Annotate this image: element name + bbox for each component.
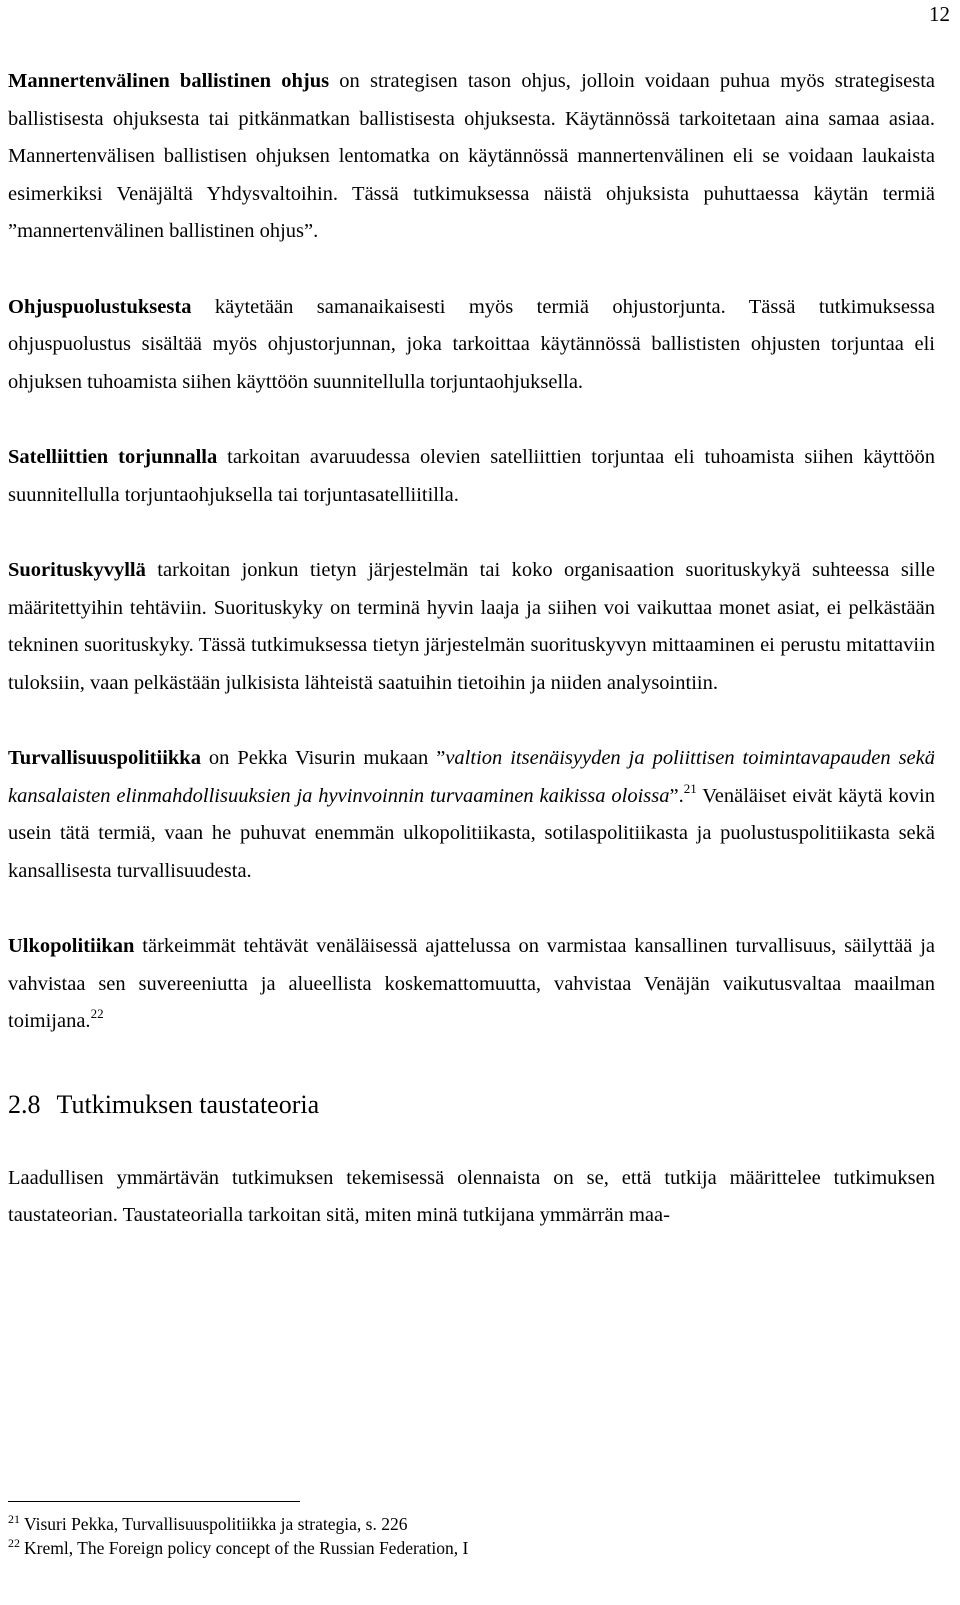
- footnote-text: Kreml, The Foreign policy concept of the Russian Federation, I: [24, 1538, 469, 1558]
- paragraph-text: tärkeimmät tehtävät venäläisessä ajattelussa on varmistaa kansallinen turvallisuus, säilyttää ja vahvistaa sen suvereeniutta ja alueellista koskemattomuutta, vahvistaa Venäjän vaikutusvaltaa maailman toimijana.: [8, 935, 935, 1032]
- footnote-number: 22: [8, 1536, 20, 1550]
- footnotes: [8, 1501, 935, 1560]
- term-capability: Suorituskyvyllä: [8, 559, 146, 581]
- paragraph-security-policy: [8, 740, 935, 890]
- paragraph-anti-satellite: [8, 439, 935, 514]
- term-missile-defense: Ohjuspuolustuksesta: [8, 295, 192, 318]
- paragraph-foreign-policy: [8, 928, 935, 1041]
- paragraph-text: on strategisen tason ohjus, jolloin voidaan puhua myös strategisesta ballistisesta ohjuksesta tai pitkänmatkan ballistisesta ohjuksesta. Käytännössä tarkoitetaan aina samaa asiaa. Mannertenvälisen ballistisen ohjuksen lentomatka on käytännössä mannertenvälinen eli se voidaan laukaista esimerkiksi Venäjältä Yhdysvaltoihin. Tässä tutkimuksessa näistä ohjuksista puhuttaessa käytän termiä ”mannertenvälinen ballistinen ohjus”.: [8, 70, 935, 242]
- paragraph-icbm: [8, 63, 935, 251]
- document-body: [8, 63, 935, 1235]
- paragraph-text: on Pekka Visurin mukaan ”: [200, 747, 446, 769]
- page-number: 12: [929, 2, 950, 26]
- section-title: Tutkimuksen taustateoria: [56, 1089, 320, 1119]
- paragraph-text: tarkoitan avaruudessa olevien satelliittien torjuntaa eli tuhoamista siihen käyttöön suunnitellulla torjuntaohjuksella tai torjuntasatelliitilla.: [8, 446, 936, 506]
- paragraph-text: Venäläiset eivät käytä kovin usein tätä termiä, vaan he puhuvat enemmän ulkopolitiikasta, sotilaspolitiikasta ja puolustuspolitiikasta sekä kansallisesta turvallisuudesta.: [8, 784, 935, 882]
- section-number: 2.8: [8, 1089, 41, 1119]
- footnote-text: Visuri Pekka, Turvallisuuspolitiikka ja strategia, s. 226: [24, 1514, 408, 1534]
- paragraph-text: käytetään samanaikaisesti myös termiä ohjustorjunta. Tässä tutkimuksessa ohjuspuolustus sisältää myös ohjustorjunnan, joka tarkoittaa käytännössä ballististen ohjusten torjuntaa eli ohjuksen tuhoamista siihen käyttöön suunnitellulla torjuntaohjuksella.: [8, 295, 935, 393]
- term-foreign-policy: Ulkopolitiikan: [8, 935, 135, 957]
- paragraph-text: Laadullisen ymmärtävän tutkimuksen tekemisessä olennaista on se, että tutkija määrittelee tutkimuksen taustateorian. Taustateorialla tarkoitan sitä, miten minä tutkijana ymmärrän maa-: [8, 1166, 935, 1226]
- footnote-22: [8, 1536, 935, 1560]
- section-heading: [8, 1090, 935, 1120]
- footnote-separator: [8, 1501, 300, 1502]
- paragraph-background-theory: [8, 1160, 935, 1235]
- paragraph-text: ”.: [669, 784, 684, 807]
- term-icbm: Mannertenvälinen ballistinen ohjus: [8, 70, 330, 92]
- paragraph-capability: [8, 552, 935, 702]
- paragraph-missile-defense: [8, 289, 935, 402]
- term-security-policy: Turvallisuuspolitiikka: [8, 747, 201, 769]
- paragraph-text: tarkoitan jonkun tietyn järjestelmän tai koko organisaation suorituskykyä suhteessa sille määritettyihin tehtäviin. Suorituskyky on terminä hyvin laaja ja siihen voi vaikuttaa monet asiat, ei pelkästään tekninen suorituskyky. Tässä tutkimuksessa tietyn järjestelmän suorituskyvyn mittaaminen ei perustu mitattaviin tuloksiin, vaan pelkästään julkisista lähteistä saatuihin tietoihin ja niiden analysointiin.: [8, 559, 935, 694]
- footnote-ref-22[interactable]: 22: [90, 1006, 104, 1021]
- footnote-21: [8, 1512, 935, 1536]
- footnote-ref-21[interactable]: 21: [683, 780, 697, 796]
- quotation: valtion itsenäisyyden ja poliittisen toimintavapauden sekä kansalaisten elinmahdollisuuksien ja hyvinvoinnin turvaaminen kaikissa oloissa: [8, 747, 935, 807]
- footnote-number: 21: [8, 1512, 20, 1526]
- term-anti-satellite: Satelliittien torjunnalla: [8, 446, 218, 468]
